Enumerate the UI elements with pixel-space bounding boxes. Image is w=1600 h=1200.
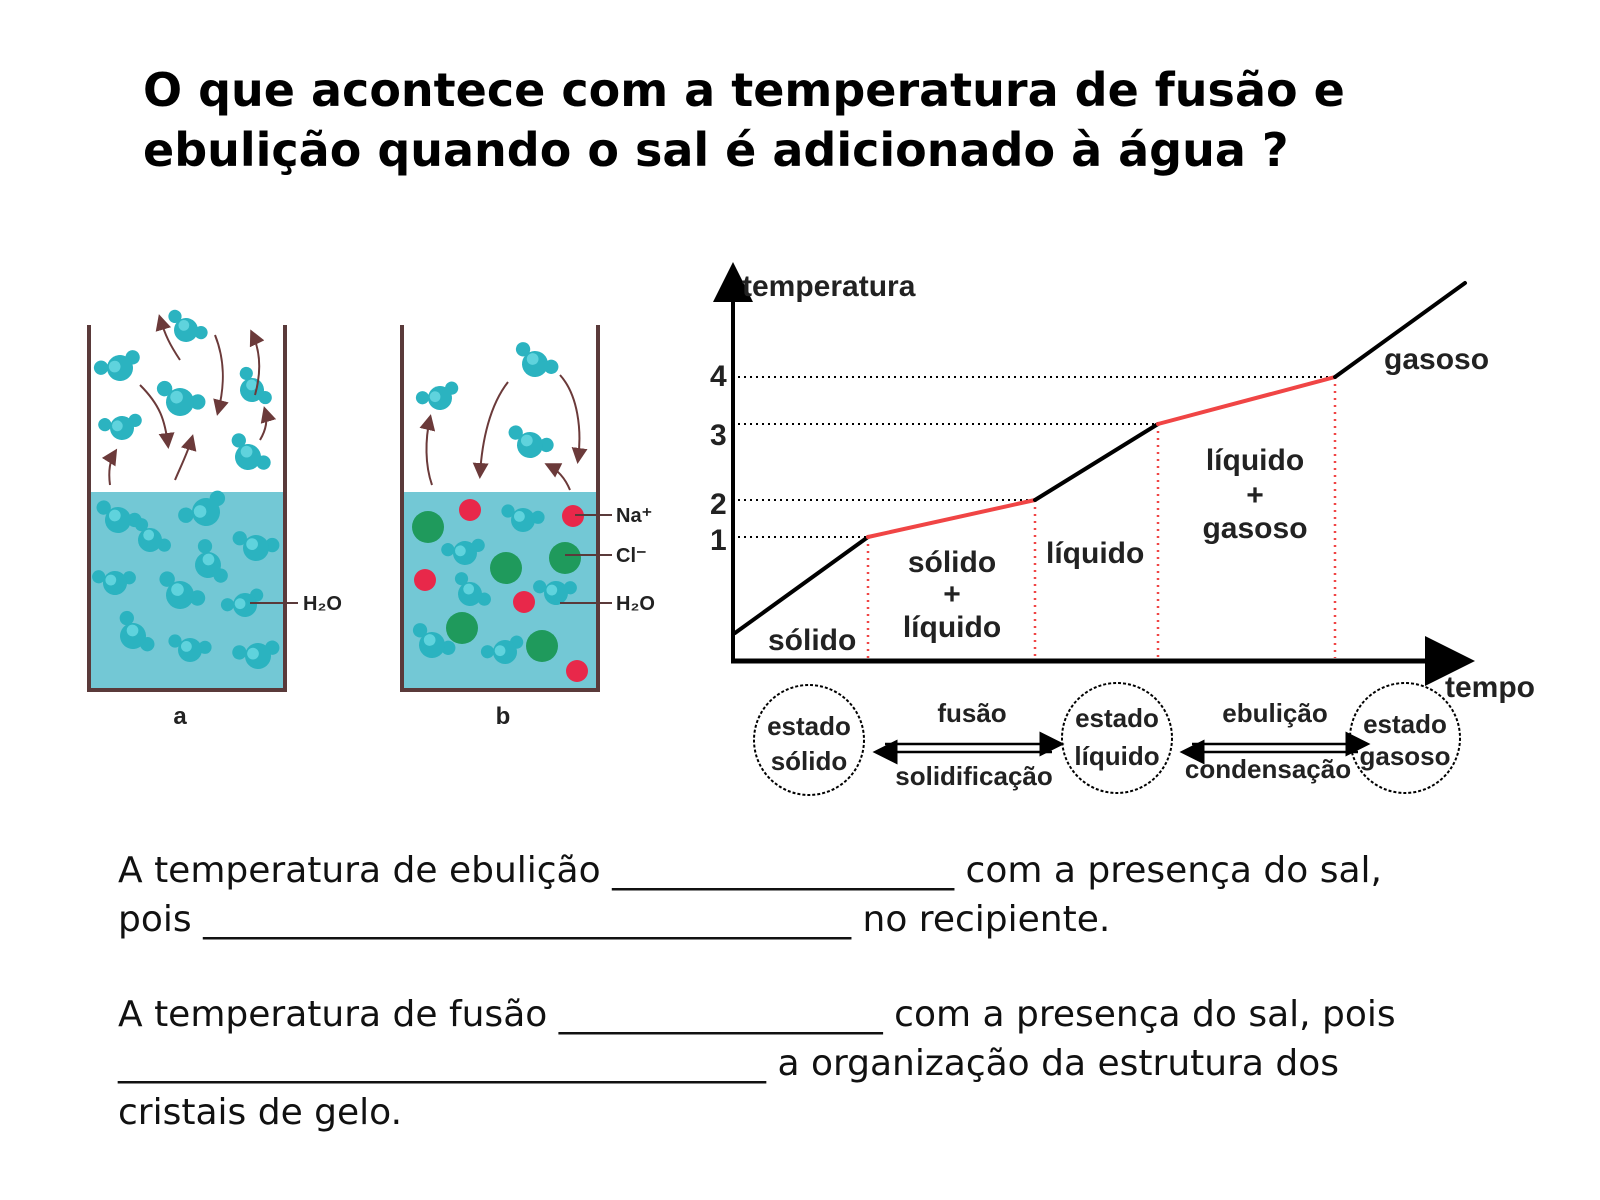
svg-text:líquido: líquido bbox=[1205, 444, 1305, 477]
transition-ebulicao-condensacao bbox=[1185, 698, 1358, 784]
water-molecule bbox=[91, 342, 146, 391]
svg-text:estado: estado bbox=[1363, 709, 1447, 739]
sodium-ion bbox=[566, 660, 588, 682]
water-molecule bbox=[228, 364, 279, 413]
region-solido-liquido bbox=[903, 546, 1001, 644]
question-melting-line-3: cristais de gelo. bbox=[118, 1092, 403, 1133]
beaker-a-h2o-label: H₂O bbox=[303, 593, 342, 615]
question-melting bbox=[118, 990, 1498, 1137]
water-molecule bbox=[505, 424, 556, 462]
label-condensacao: condensação bbox=[1184, 754, 1352, 784]
chloride-ion bbox=[446, 612, 478, 644]
y-tick-2: 2 bbox=[710, 488, 727, 521]
sodium-ion bbox=[459, 499, 481, 521]
segment-boiling bbox=[1158, 377, 1335, 424]
state-liquido-circle bbox=[1062, 683, 1172, 793]
region-gasoso: gasoso bbox=[1384, 343, 1490, 376]
svg-text:+: + bbox=[1246, 479, 1264, 512]
chloride-ion bbox=[549, 542, 581, 574]
svg-text:líquido: líquido bbox=[1074, 741, 1160, 771]
beaker-b-na-label: Na⁺ bbox=[616, 505, 653, 527]
region-solido: sólido bbox=[768, 624, 857, 657]
water-molecule bbox=[413, 374, 464, 420]
x-axis-label: tempo bbox=[1445, 671, 1535, 704]
svg-text:estado: estado bbox=[1075, 703, 1159, 733]
chloride-ion bbox=[490, 552, 522, 584]
question-boiling-line-2: pois ____________________________________ no recipiente. bbox=[118, 899, 1111, 940]
question-melting-line-2: ____________________________________ a organização da estrutura dos bbox=[118, 1043, 1340, 1084]
svg-text:+: + bbox=[943, 578, 961, 611]
y-tick-3: 3 bbox=[710, 419, 727, 452]
label-ebulicao: ebulição bbox=[1222, 698, 1328, 728]
title-line-1: O que acontece com a temperatura de fusão e bbox=[143, 63, 1345, 117]
state-solido-circle bbox=[754, 685, 864, 795]
beaker-a-caption: a bbox=[173, 703, 187, 730]
y-axis-label: temperatura bbox=[742, 270, 916, 303]
beaker-b-h2o-label: H₂O bbox=[616, 593, 655, 615]
y-tick-4: 4 bbox=[710, 360, 727, 393]
chloride-ion bbox=[526, 630, 558, 662]
sodium-ion bbox=[414, 569, 436, 591]
svg-text:sólido: sólido bbox=[770, 746, 848, 776]
beaker-a bbox=[89, 308, 342, 730]
heating-curve bbox=[710, 270, 1535, 795]
label-fusao: fusão bbox=[937, 698, 1007, 728]
svg-text:líquido: líquido bbox=[902, 611, 1002, 644]
segment-melting bbox=[868, 500, 1035, 537]
question-melting-line-1: A temperatura de fusão __________________ com a presença do sal, pois bbox=[118, 994, 1396, 1035]
region-liquido-gasoso bbox=[1202, 444, 1307, 545]
svg-text:gasoso: gasoso bbox=[1359, 741, 1451, 771]
water-molecule bbox=[509, 340, 563, 384]
svg-text:estado: estado bbox=[767, 711, 851, 741]
transition-fusao-solidificacao bbox=[885, 698, 1053, 791]
title-line-2: ebulição quando o sal é adicionado à água ? bbox=[143, 123, 1289, 177]
beaker-b-cl-label: Cl⁻ bbox=[616, 545, 647, 567]
chloride-ion bbox=[412, 511, 444, 543]
question-boiling-line-1: A temperatura de ebulição ___________________ com a presença do sal, bbox=[118, 850, 1382, 891]
sodium-ion bbox=[513, 591, 535, 613]
water-molecule bbox=[221, 431, 276, 480]
beaker-b bbox=[402, 325, 655, 730]
segment-liquid bbox=[1035, 424, 1158, 500]
question-boiling bbox=[118, 846, 1498, 944]
svg-text:gasoso: gasoso bbox=[1202, 512, 1308, 545]
beaker-b-caption: b bbox=[495, 703, 511, 730]
heating-curve-line bbox=[735, 283, 1465, 633]
segment-solid bbox=[735, 537, 868, 633]
state-gasoso-circle bbox=[1350, 683, 1460, 793]
label-solidificacao: solidificação bbox=[895, 761, 1053, 791]
svg-text:sólido: sólido bbox=[907, 546, 997, 579]
water-molecule bbox=[96, 406, 146, 447]
y-tick-1: 1 bbox=[710, 524, 727, 557]
region-liquido: líquido bbox=[1046, 537, 1145, 570]
